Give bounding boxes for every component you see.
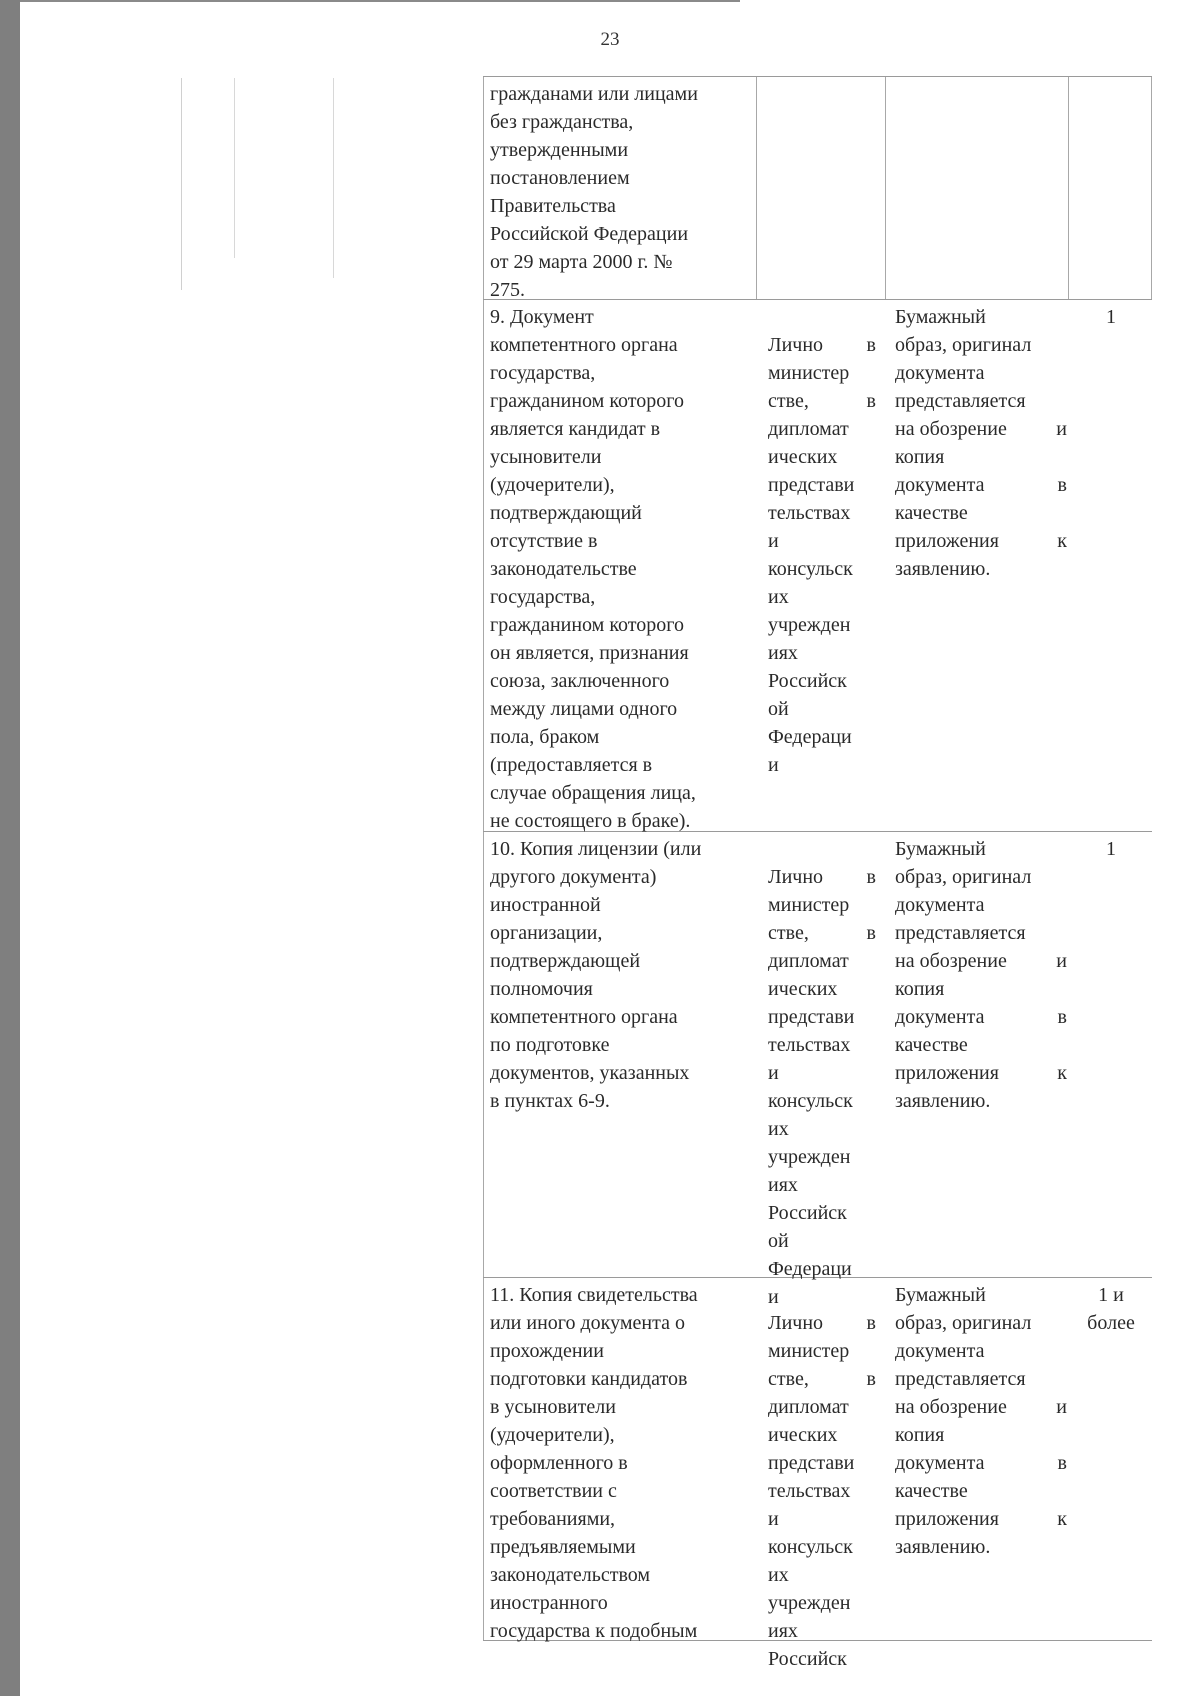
- table-cell-document: 11. Копия свидетельства или иного документа о прохождении подготовки кандидатов в усыновители (удочерители), оформленного в соответствии с требованиями, предъявляемыми законодательством иностранного государства к подобным: [490, 1284, 698, 1642]
- table-cell-count: 1 и более: [1087, 1284, 1135, 1334]
- table-col-divider: [885, 76, 886, 300]
- table-rule: [483, 76, 1152, 77]
- margin-mark: [234, 78, 235, 258]
- table-cell-document: 10. Копия лицензии (или другого документа) иностранной организации, подтверждающей полномочия компетентного органа по подготовке документов, указанных в пунктах 6-9.: [490, 838, 702, 1112]
- table-col-divider: [1068, 76, 1069, 300]
- document-page: [20, 0, 1200, 1696]
- table-col-divider: [756, 76, 757, 300]
- page-number: 23: [600, 29, 620, 50]
- table-border-right: [1151, 76, 1152, 300]
- table-cell-count: 1: [1106, 306, 1116, 328]
- table-cell-form: Бумажный образ, оригинал документа представляется на обозрение и копия документа в качестве приложения к заявлению.: [895, 306, 1067, 580]
- margin-mark: [181, 78, 182, 290]
- table-cell-document: гражданами или лицами без гражданства, утвержденными постановлением Правительства Российской Федерации от 29 марта 2000 г. № 275.: [490, 83, 698, 301]
- table-cell-submission-method: Лично в министер стве, в дипломат ических представи тельствах и консульск их учрежден иях Российск ой Федераци и: [768, 866, 876, 1308]
- table-cell-form: Бумажный образ, оригинал документа представляется на обозрение и копия документа в качестве приложения к заявлению.: [895, 838, 1067, 1112]
- scan-edge: [20, 0, 740, 2]
- margin-mark: [333, 78, 334, 278]
- table-cell-submission-method: Лично в министер стве, в дипломат ических представи тельствах и консульск их учрежден иях Российск: [768, 1312, 876, 1670]
- table-border-left: [483, 76, 484, 1641]
- table-cell-submission-method: Лично в министер стве, в дипломат ических представи тельствах и консульск их учрежден иях Российск ой Федераци и: [768, 334, 876, 776]
- table-cell-document: 9. Документ компетентного органа государства, гражданином которого является кандидат в усыновители (удочерители), подтверждающий отсутствие в законодательстве государства, гражданином которого он является, признания союза, заключенного между лицами одного пола, браком (предоставляется в случае обращения лица, не состоящего в браке).: [490, 306, 696, 832]
- table-cell-count: 1: [1106, 838, 1116, 860]
- table-cell-form: Бумажный образ, оригинал документа представляется на обозрение и копия документа в качестве приложения к заявлению.: [895, 1284, 1067, 1558]
